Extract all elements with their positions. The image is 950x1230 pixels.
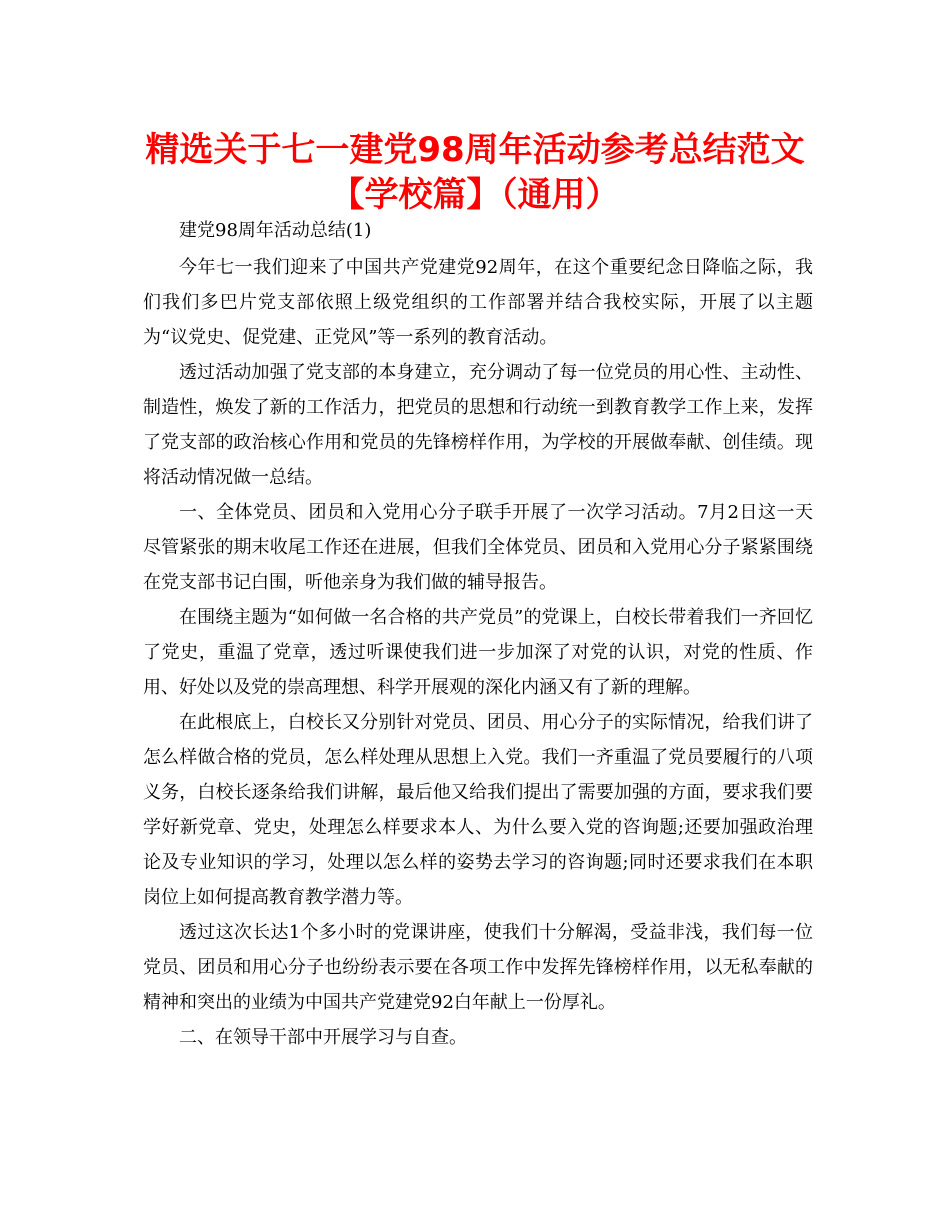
- section-subtitle: 建党98周年活动总结(1): [179, 220, 372, 241]
- paragraph: 透过活动加强了党支部的本身建立，充分调动了每一位党员的用心性、主动性、制造性，焕发了新的工作活力，把党员的思想和行动统一到教育教学工作上来，发挥了党支部的政治核心作用和党员的先锋榜样作用，为学校的开展做奉献、创佳绩。现将活动情况做一总结。: [143, 362, 813, 488]
- paragraph: 透过这次长达1个多小时的党课讲座，使我们十分解渴，受益非浅，我们每一位党员、团员和用心分子也纷纷表示要在各项工作中发挥先锋榜样作用，以无私奉献的精神和突出的业绩为中国共产党建党92白年献上一份厚礼。: [143, 922, 813, 1013]
- paragraph: 一、全体党员、团员和入党用心分子联手开展了一次学习活动。7月2日这一天尽管紧张的期末收尾工作还在进展，但我们全体党员、团员和入党用心分子紧紧围绕在党支部书记白围，听他亲身为我们做的辅导报告。: [143, 502, 813, 593]
- section-heading: 二、在领导干部中开展学习与自查。: [179, 1027, 467, 1048]
- document-title-line-1: 精选关于七一建党98周年活动参考总结范文: [145, 130, 805, 170]
- paragraph: 在围绕主题为“如何做一名合格的共产党员”的党课上，白校长带着我们一齐回忆了党史，重温了党章，透过听课使我们进一步加深了对党的认识，对党的性质、作用、好处以及党的崇高理想、科学开展观的深化内涵又有了新的理解。: [143, 607, 813, 698]
- document-title-line-2: 【学校篇】（通用）: [330, 175, 620, 215]
- paragraph: 今年七一我们迎来了中国共产党建党92周年，在这个重要纪念日降临之际，我们我们多巴片党支部依照上级党组织的工作部署并结合我校实际，开展了以主题为“议党史、促党建、正党风”等一系列的教育活动。: [143, 257, 813, 348]
- paragraph: 在此根底上，白校长又分别针对党员、团员、用心分子的实际情况，给我们讲了怎么样做合格的党员，怎么样处理从思想上入党。我们一齐重温了党员要履行的八项义务，白校长逐条给我们讲解，最后他又给我们提出了需要加强的方面，要求我们要学好新党章、党史，处理怎么样要求本人、为什么要入党的咨询题;还要加强政治理论及专业知识的学习，处理以怎么样的姿势去学习的咨询题;同时还要求我们在本职岗位上如何提高教育教学潜力等。: [143, 712, 813, 908]
- document-body: [143, 213, 813, 1055]
